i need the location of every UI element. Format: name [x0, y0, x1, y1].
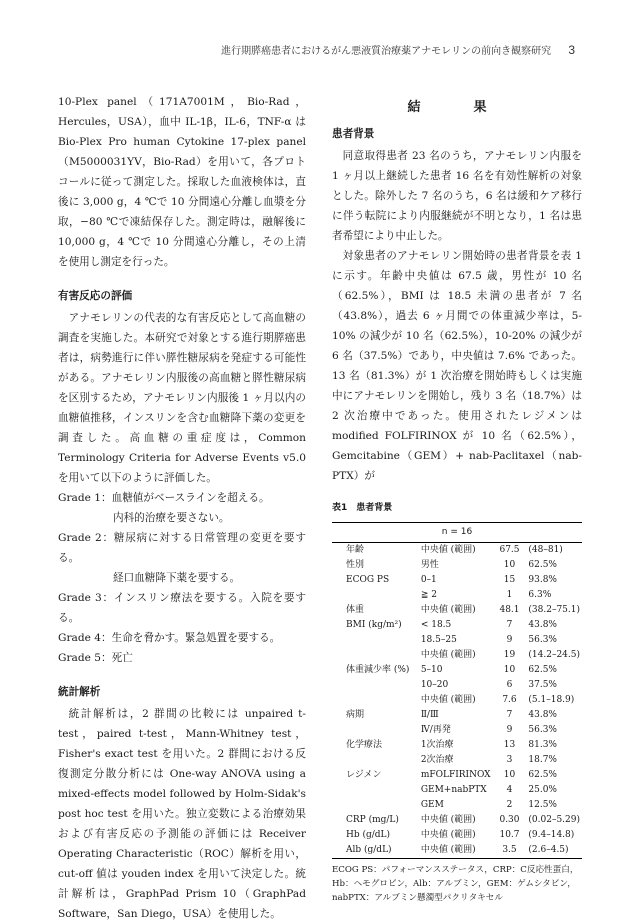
table-cell: 43.8%	[528, 620, 557, 630]
grade-5: Grade 5：死亡	[58, 652, 133, 664]
table-cell: 56.3%	[528, 725, 557, 735]
stat-paragraph: 統計解析は，2 群間の比較には unpaired t-test，paired t-test，Mann-Whitney test，Fisher's exact test を用いた。2 群間における反復測定分散分析には One-way ANOVA using a mixed-effects model followed by Holm-Sidak's post hoc test を用いた。独立変数による治療効果および有害反応の予測能の評価には Receiver Operating Characteristic（ROC）解析を用い，cut-off 値は youden index を用いて決定した。統計解析は，GraphPad Prism 10（GraphPad Software，San Diego，USA）を使用した。	[58, 708, 306, 920]
table-cell: < 18.5	[420, 620, 452, 630]
table-cell	[332, 798, 419, 813]
table-row	[332, 798, 582, 813]
table-cell: 中央値 (範囲)	[420, 650, 476, 660]
table-cell: 中央値 (範囲)	[420, 695, 476, 705]
right-column	[332, 92, 582, 905]
table-caption: 表1 患者背景	[332, 503, 393, 513]
table-cell: 体重減少率 (%)	[346, 665, 410, 675]
table-cell: 93.8%	[528, 575, 557, 585]
table-row	[332, 558, 582, 573]
table-cell: 10–20	[420, 680, 449, 690]
grade-3: Grade 3：インスリン療法を要する。入院を要する。	[58, 592, 306, 624]
table-cell: 67.5	[499, 545, 520, 555]
table-cell: 化学療法	[346, 740, 383, 750]
table-cell: 7	[506, 710, 513, 720]
table-cell: 43.8%	[528, 710, 557, 720]
grade-4: Grade 4：生命を脅かす。緊急処置を要する。	[58, 632, 281, 644]
table-cell: (9.4–14.8)	[528, 830, 575, 840]
table-cell: mFOLFIRINOX	[420, 770, 491, 780]
table-cell: 中央値 (範囲)	[419, 843, 493, 859]
table-cell: 性別	[346, 560, 365, 570]
grade-1: Grade 1：血糖値がベースラインを超える。	[58, 492, 270, 504]
table-cell: 男性	[420, 560, 439, 570]
results-heading: 結 果	[407, 100, 507, 115]
grade-1-sub: 内科的治療を要さない。	[113, 512, 230, 524]
stat-heading: 統計解析	[58, 686, 101, 698]
table-row	[332, 723, 582, 738]
running-title: 進行期膵癌患者におけるがん悪液質治療薬アナモレリンの前向き観察研究	[221, 46, 552, 57]
table-cell: (0.02–5.29)	[528, 815, 580, 825]
table-cell: 5–10	[420, 665, 443, 675]
table-cell: 3	[506, 755, 513, 765]
table-row	[332, 573, 582, 588]
table-cell: 18.5–25	[420, 635, 457, 645]
table-cell: GEM	[420, 800, 444, 810]
table-cell	[332, 753, 419, 768]
ae-paragraph: アナモレリンの代表的な有害反応として高血糖の調査を実施した。本研究で対象とする進行期膵癌患者は，病勢進行に伴い膵性糖尿病を発症する可能性がある。アナモレリン内服後の高血糖と膵性糖尿病を区別するため，アナモレリン内服後 1 ヶ月以内の血糖値推移，インスリンを含む血糖降下薬の変更を調査した。高血糖の重症度は，Common Terminology Criteria for Adverse Events v5.0 を用いて以下のように評価した。	[58, 312, 306, 484]
grade-2-sub: 経口血糖降下薬を要する。	[113, 572, 241, 584]
table-cell: 2	[506, 800, 513, 810]
table-cell: 中央値 (範囲)	[420, 605, 476, 615]
table-cell: 62.5%	[528, 560, 557, 570]
page-number: 3	[568, 43, 575, 57]
table-row	[332, 783, 582, 798]
table-row	[332, 753, 582, 768]
table-cell: 0.30	[499, 815, 520, 825]
table-row	[332, 708, 582, 723]
table-cell: (38.2–75.1)	[528, 605, 580, 615]
table-cell	[332, 633, 419, 648]
table-note: ECOG PS：パフォーマンスステータス，CRP：C反応性蛋白，Hb：ヘモグロビン，Alb：アルブミン，GEM：ゲムシタビン，nabPTX：アルブミン懸濁型パクリタキセル	[332, 865, 579, 903]
table-cell: 年齢	[346, 545, 365, 555]
left-column	[58, 92, 306, 924]
table-row	[332, 813, 582, 828]
table-row	[332, 618, 582, 633]
table-cell: 37.5%	[528, 680, 557, 690]
table-cell: (48–81)	[528, 545, 563, 555]
table-cell: 15	[503, 575, 516, 585]
background-heading: 患者背景	[332, 128, 375, 140]
table-cell: 中央値 (範囲)	[420, 545, 476, 555]
background-paragraph-1: 同意取得患者 23 名のうち，アナモレリン内服を 1 ヶ月以上継続した患者 16 名を有効性解析の対象とした。除外した 7 名のうち，6 名は緩和ケア移行に伴う転院により内服継続が不明となり，1 名は患者希望により中止した。	[332, 150, 582, 242]
table-cell: BMI (kg/m²)	[346, 620, 402, 630]
table-cell: 18.7%	[528, 755, 557, 765]
table-row	[332, 633, 582, 648]
grade-2: Grade 2：糖尿病に対する日常管理の変更を要する。	[58, 532, 306, 564]
table-cell: 9	[506, 725, 513, 735]
ae-heading: 有害反応の評価	[58, 290, 133, 302]
table-cell: 10	[503, 770, 516, 780]
table-cell: 1次治療	[420, 740, 454, 750]
table-cell: Ⅱ/Ⅲ	[420, 710, 439, 720]
table-row	[332, 678, 582, 693]
table-cell	[332, 723, 419, 738]
table-row	[332, 738, 582, 753]
table-cell: 9	[506, 635, 513, 645]
table-cell	[332, 678, 419, 693]
table-cell: 7.6	[502, 695, 517, 705]
table-cell	[332, 783, 419, 798]
table-cell	[332, 648, 419, 663]
table-header: n = 16	[332, 523, 582, 543]
table-row	[332, 828, 582, 843]
table-cell: Alb (g/dL)	[332, 843, 419, 859]
table-cell: 56.3%	[528, 635, 557, 645]
table-cell: 体重	[346, 605, 365, 615]
table-row	[332, 603, 582, 618]
table-row	[332, 648, 582, 663]
table-row	[332, 663, 582, 678]
table-cell	[332, 588, 419, 603]
table-cell: 12.5%	[528, 800, 557, 810]
table-cell: 6.3%	[528, 590, 552, 600]
table-row	[332, 543, 582, 559]
table-cell: 中央値 (範囲)	[420, 830, 476, 840]
table-cell: 病期	[346, 710, 365, 720]
table-cell: 62.5%	[528, 665, 557, 675]
table-cell: 48.1	[499, 605, 520, 615]
table-cell: (2.6–4.5)	[526, 843, 582, 859]
table-cell: ECOG PS	[346, 575, 390, 585]
table-cell: 81.3%	[528, 740, 557, 750]
table-cell: 1	[506, 590, 513, 600]
table-cell: Ⅳ/再発	[420, 725, 451, 735]
table-cell: 3.5	[493, 843, 527, 859]
running-header	[221, 42, 575, 57]
table-cell: 10	[503, 665, 516, 675]
table-cell: 中央値 (範囲)	[420, 815, 476, 825]
table-cell: 19	[503, 650, 516, 660]
table-cell: 0–1	[420, 575, 437, 585]
table-cell: 10.7	[499, 830, 520, 840]
table-cell: GEM+nabPTX	[420, 785, 487, 795]
table-cell: ≧ 2	[420, 590, 437, 600]
table-row	[332, 693, 582, 708]
table-cell: (14.2–24.5)	[528, 650, 580, 660]
background-paragraph-2: 対象患者のアナモレリン開始時の患者背景を表 1 に示す。年齢中央値は 67.5 歳，男性が 10 名（62.5%），BMI は 18.5 未満の患者が 7 名（43.8%），過去 6 ヶ月間での体重減少率は，5-10% の減少が 10 名（62.5%），10-20% の減少が 6 名（37.5%）であり，中央値は 7.6% であった。13 名（81.3%）が 1 次治療を開始時もしくは実施中にアナモレリンを開始し，残り 3 名（18.7%）は 2 次治療中であった。使用されたレジメンは modified FOLFIRINOX が 10 名（62.5%），Gemcitabine（GEM）+ nab-Paclitaxel（nab-PTX）が	[332, 250, 582, 482]
table-cell	[332, 693, 419, 708]
table-cell: 13	[503, 740, 516, 750]
intro-paragraph: 10-Plex panel（171A7001M，Bio-Rad，Hercules，USA），血中 IL-1β，IL-6，TNF-α は Bio-Plex Pro human Cytokine 17-plex panel（M5000031YV，Bio-Rad）を用いて，各プロトコールに従って測定した。採取した血液検体は，直後に 3,000 g，4 ℃で 10 分間遠心分離し血漿を分取，−80 ℃で凍結保存した。測定時は，融解後に 10,000 g，4 ℃で 10 分間遠心分離し，その上清を使用し測定を行った。	[58, 96, 306, 268]
table-cell: 7	[506, 620, 513, 630]
table-cell: 6	[506, 680, 513, 690]
table-cell: (5.1–18.9)	[528, 695, 575, 705]
table-cell: 25.0%	[528, 785, 557, 795]
table-cell: Hb (g/dL)	[346, 830, 391, 840]
table-cell: CRP (mg/L)	[346, 815, 399, 825]
table-cell: 10	[503, 560, 516, 570]
table-row	[332, 768, 582, 783]
table-cell: 2次治療	[420, 755, 454, 765]
patient-background-table	[332, 522, 582, 859]
table-cell: 4	[506, 785, 513, 795]
table-row	[332, 588, 582, 603]
table-cell: 62.5%	[528, 770, 557, 780]
table-cell: レジメン	[346, 770, 382, 780]
table-row	[332, 843, 582, 859]
